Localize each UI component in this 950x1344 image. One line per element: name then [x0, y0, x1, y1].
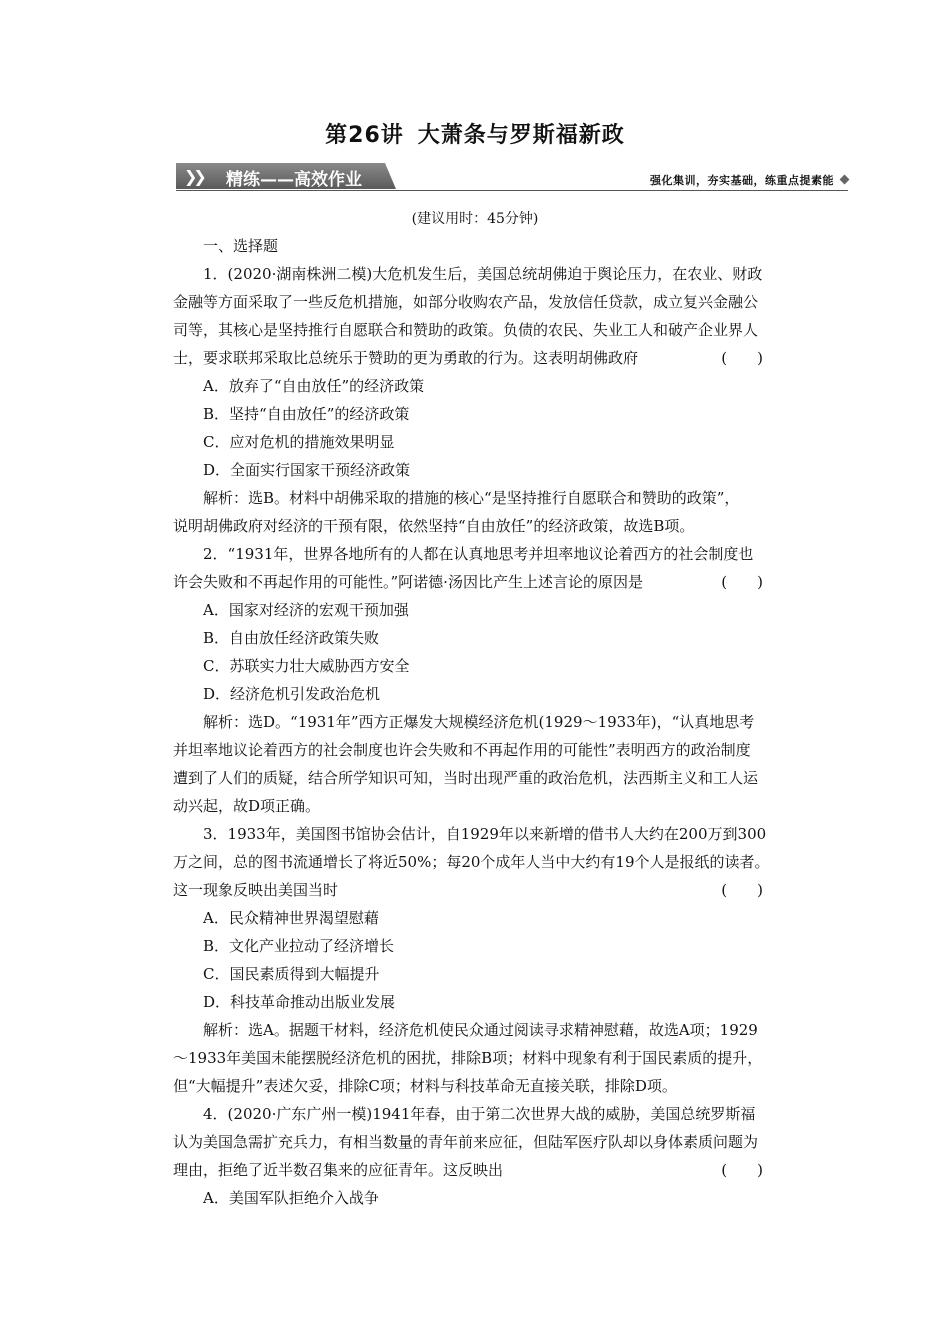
lesson-number: 第26讲 [325, 123, 404, 148]
explanation-line: 解析：选A。据题干材料，经济危机使民众通过阅读寻求精神慰藉，故选A项；1929 [203, 1021, 758, 1039]
q1-stem-end [173, 344, 807, 372]
option-a: A．国家对经济的宏观干预加强 [203, 601, 409, 619]
option-b: B．自由放任经济政策失败 [203, 629, 380, 647]
q1-line: 司等，其核心是坚持推行自愿联合和赞助的政策。负债的农民、失业工人和破产企业界人 [173, 321, 759, 339]
option-d: D．全面实行国家干预经济政策 [203, 461, 411, 479]
explanation-line: 并坦率地议论着西方的社会制度也许会失败和不再起作用的可能性”表明西方的政治制度 [173, 741, 751, 759]
option-d: D．科技革命推动出版业发展 [203, 993, 396, 1011]
q2-line: 2．“1931年，世界各地所有的人都在认真地思考并坦率地议论着西方的社会制度也 [203, 545, 754, 563]
double-chevron-icon: ❯❯ [184, 167, 203, 186]
option-c: C．国民素质得到大幅提升 [203, 965, 380, 983]
lesson-title [0, 118, 950, 149]
banner-rule [176, 190, 848, 191]
q2-stem-end [173, 568, 807, 596]
answer-blank: ( ) [721, 1161, 763, 1179]
option-a: A．放弃了“自由放任”的经济政策 [203, 377, 425, 395]
q1-line: 金融等方面采取了一些反危机措施，如部分收购农产品，发放信任贷款，成立复兴金融公 [173, 293, 759, 311]
banner-label: 精练——高效作业 [226, 170, 362, 190]
diamond-icon [840, 175, 850, 185]
section-heading: 一、选择题 [203, 237, 279, 255]
explanation-line: 动兴起，故D项正确。 [173, 797, 321, 815]
q3-stem-end [173, 876, 807, 904]
explanation-line: 说明胡佛政府对经济的干预有限，依然坚持“自由放任”的经济政策，故选B项。 [173, 517, 695, 535]
question-content [173, 232, 807, 1212]
answer-blank: ( ) [721, 349, 763, 367]
option-c: C．应对危机的措施效果明显 [203, 433, 395, 451]
option-d: D．经济危机引发政治危机 [203, 685, 381, 703]
section-banner [176, 163, 848, 193]
time-note: (建议用时：45分钟) [411, 211, 539, 227]
banner-slogan: 强化集训，夯实基础，练重点提素能 [650, 174, 834, 187]
q4-stem-end [173, 1156, 807, 1184]
explanation-line: 解析：选B。材料中胡佛采取的措施的核心“是坚持推行自愿联合和赞助的政策”， [203, 489, 740, 507]
answer-blank: ( ) [721, 881, 763, 899]
q4-line: 4．(2020·广东广州一模)1941年春，由于第二次世界大战的威胁，美国总统罗斯福 [203, 1105, 756, 1123]
q4-line: 理由，拒绝了近半数召集来的应征青年。这反映出 [173, 1161, 504, 1179]
q3-line: 这一现象反映出美国当时 [173, 881, 339, 899]
answer-blank: ( ) [721, 573, 763, 591]
q2-line: 许会失败和不再起作用的可能性。”阿诺德·汤因比产生上述言论的原因是 [173, 573, 643, 591]
option-b: B．文化产业拉动了经济增长 [203, 937, 395, 955]
option-a: A．民众精神世界渴望慰藉 [203, 909, 379, 927]
explanation-line: 但“大幅提升”表述欠妥，排除C项；材料与科技革命无直接关联，排除D项。 [173, 1077, 677, 1095]
option-c: C．苏联实力壮大威胁西方安全 [203, 657, 410, 675]
lesson-title-text: 大萧条与罗斯福新政 [417, 123, 625, 148]
explanation-line: ～1933年美国未能摆脱经济危机的困扰，排除B项；材料中现象有利于国民素质的提升， [173, 1049, 763, 1067]
explanation-line: 遭到了人们的质疑，结合所学知识可知，当时出现严重的政治危机，法西斯主义和工人运 [173, 769, 759, 787]
q4-line: 认为美国急需扩充兵力，有相当数量的青年前来应征，但陆军医疗队却以身体素质问题为 [173, 1133, 759, 1151]
q3-line: 万之间，总的图书流通增长了将近50%；每20个成年人当中大约有19个人是报纸的读者。 [173, 853, 770, 871]
q1-line: 士，要求联邦采取比总统乐于赞助的更为勇敢的行为。这表明胡佛政府 [173, 349, 639, 367]
option-a: A．美国军队拒绝介入战争 [203, 1189, 379, 1207]
explanation-line: 解析：选D。“1931年”西方正爆发大规模经济危机(1929～1933年)，“认真地思考 [203, 713, 755, 731]
option-b: B．坚持“自由放任”的经济政策 [203, 405, 410, 423]
q1-line: 1．(2020·湖南株洲二模)大危机发生后，美国总统胡佛迫于舆论压力，在农业、财政 [203, 265, 763, 283]
q3-line: 3．1933年，美国图书馆协会估计，自1929年以来新增的借书人大约在200万到300 [203, 825, 767, 843]
